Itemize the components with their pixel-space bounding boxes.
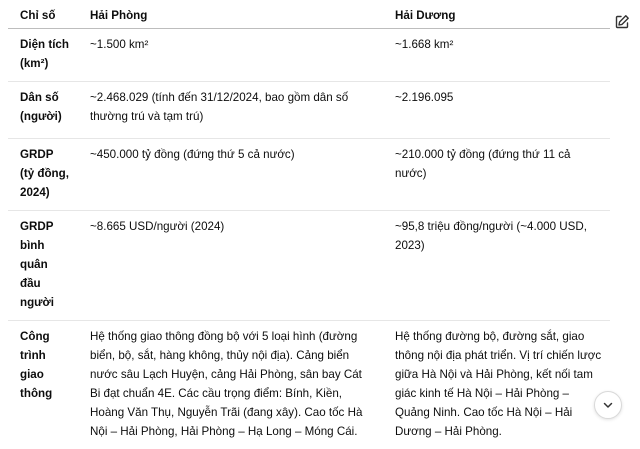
cell-hai-phong: ~2.468.029 (tính đến 31/12/2024, bao gồm dân số thường trú và tạm trú) — [78, 82, 383, 139]
header-indicator: Chỉ số — [8, 0, 78, 29]
table-row — [8, 321, 610, 449]
cell-hai-phong: ~1.500 km² — [78, 29, 383, 82]
cell-hai-duong: ~95,8 triệu đồng/người (~4.000 USD, 2023) — [383, 211, 610, 321]
cell-hai-duong: ~210.000 tỷ đồng (đứng thứ 11 cả nước) — [383, 139, 610, 211]
row-label: Dân số (người) — [8, 82, 78, 139]
cell-hai-duong: ~2.196.095 — [383, 82, 610, 139]
cell-hai-duong: Hệ thống đường bộ, đường sắt, giao thông nội địa phát triển. Vị trí chiến lược giữa Hà Nội và Hải Phòng, kết nối tam giác kinh tế Hà Nội – Hải Phòng – Quảng Ninh. Cao tốc Hà Nội – Hải Dương – Hải Phòng. — [383, 321, 610, 449]
row-label: GRDP bình quân đầu người — [8, 211, 78, 321]
cell-hai-phong: Hệ thống giao thông đồng bộ với 5 loại hình (đường biển, bộ, sắt, hàng không, thủy nội địa). Cảng biển nước sâu Lạch Huyện, cảng Hải Phòng, sân bay Cát Bi đạt chuẩn 4E. Các cầu trọng điểm: Bính, Kiền, Hoàng Văn Thụ, Nguyễn Trãi (đang xây). Cao tốc Hà Nội – Hải Phòng, Hải Phòng – Hạ Long – Móng Cái. — [78, 321, 383, 449]
cell-hai-duong: ~1.668 km² — [383, 29, 610, 82]
comparison-table-container — [8, 0, 610, 449]
row-label: Công trình giao thông — [8, 321, 78, 449]
row-label: Diện tích (km²) — [8, 29, 78, 82]
header-hai-duong: Hải Dương — [383, 0, 610, 29]
scroll-down-button[interactable] — [594, 391, 622, 419]
comparison-table — [8, 0, 610, 449]
cell-hai-phong: ~8.665 USD/người (2024) — [78, 211, 383, 321]
row-label: GRDP (tỷ đồng, 2024) — [8, 139, 78, 211]
edit-icon[interactable] — [614, 14, 630, 30]
table-row — [8, 139, 610, 211]
chevron-down-icon — [602, 399, 614, 411]
table-header-row — [8, 0, 610, 29]
cell-hai-phong: ~450.000 tỷ đồng (đứng thứ 5 cả nước) — [78, 139, 383, 211]
table-row — [8, 29, 610, 82]
table-row — [8, 211, 610, 321]
header-hai-phong: Hải Phòng — [78, 0, 383, 29]
table-row — [8, 82, 610, 139]
